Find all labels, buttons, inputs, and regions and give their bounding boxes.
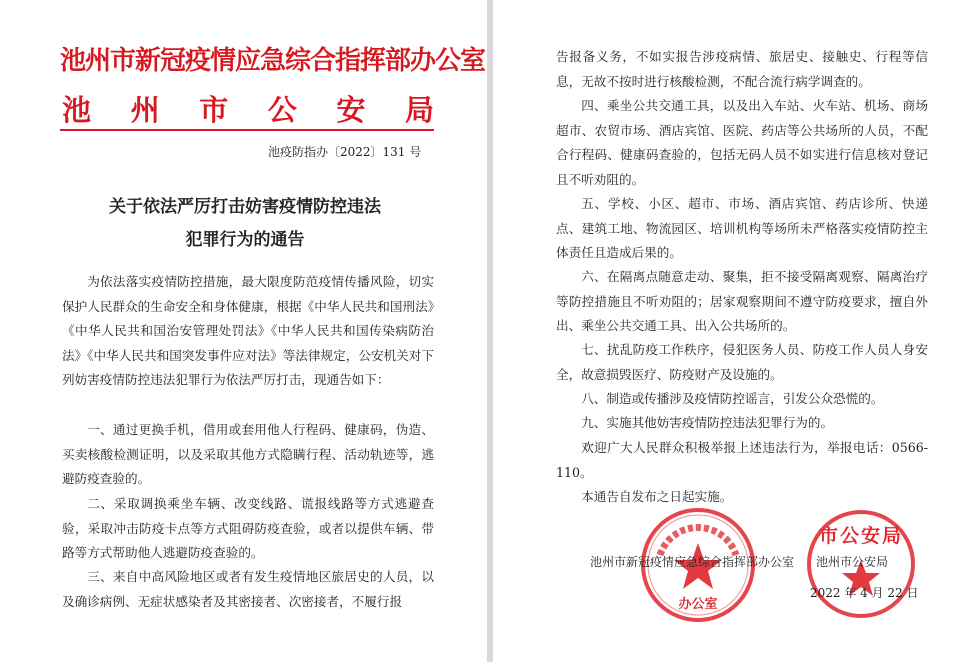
clause-5: 五、学校、小区、超市、市场、酒店宾馆、药店诊所、快递点、建筑工地、物流园区、培训机构等场所未严格落实疫情防控主体责任且造成后果的。 xyxy=(556,196,928,260)
issue-date: 2022 年 4 月 22 日 xyxy=(810,586,919,600)
document-title-line1: 关于依法严厉打击妨害疫情防控违法 xyxy=(109,197,381,217)
clause-2: 二、采取调换乘坐车辆、改变线路、谎报线路等方式逃避查验，采取冲击防疫卡点等方式阻碍防疫查验，或者以提供车辆、带路等方式帮助他人逃避防疫查验的。 xyxy=(62,496,434,560)
issuing-org-line2 xyxy=(62,88,434,129)
clause-7: 七、扰乱防疫工作秩序，侵犯医务人员、防疫工作人员人身安全，故意损毁医疗、防疫财产及设施的。 xyxy=(556,342,928,382)
clause-8: 八、制造或传播涉及疫情防控谣言，引发公众恐慌的。 xyxy=(581,391,884,406)
document-title-line2: 犯罪行为的通告 xyxy=(185,230,305,250)
org-line2-char: 公 xyxy=(267,93,297,127)
report-hotline: 欢迎广大人民群众积极举报上述违法行为，举报电话：0566-110。 xyxy=(556,440,928,480)
clause-3-part1: 三、来自中高风险地区或者有发生疫情地区旅居史的人员，以及确诊病例、无症状感染者及其密接者、次密接者，不履行报 xyxy=(62,569,434,609)
clause-3-part2: 告报备义务，不如实报告涉疫病情、旅居史、接触史、行程等信息，无故不按时进行核酸检测，不配合流行病学调查的。 xyxy=(556,49,928,89)
clause-9: 九、实施其他妨害疫情防控违法犯罪行为的。 xyxy=(581,415,834,430)
signatory-org-1: 池州市新冠疫情应急综合指挥部办公室 xyxy=(590,555,795,569)
org-line2-char: 局 xyxy=(404,93,434,127)
clause-4: 四、乘坐公共交通工具，以及出入车站、火车站、机场、商场超市、农贸市场、酒店宾馆、医院、药店等公共场所的人员，不配合行程码、健康码查验的，包括无码人员不如实进行信息核对登记且不听劝阻的。 xyxy=(556,98,928,187)
clause-6: 六、在隔离点随意走动、聚集，拒不接受隔离观察、隔离治疗等防控措施且不听劝阻的；居家观察期间不遵守防疫要求，擅自外出、乘坐公共交通工具、出入公共场所的。 xyxy=(556,269,928,333)
signatory-org-2: 池州市公安局 xyxy=(816,555,889,569)
org-line2-char: 市 xyxy=(199,93,229,127)
document-number: 池疫防指办〔2022〕131 号 xyxy=(268,145,422,159)
org-line2-char: 州 xyxy=(130,93,160,127)
seal-office-text: 办公室 xyxy=(678,597,718,612)
org-line2-char: 池 xyxy=(62,93,92,127)
intro-paragraph: 为依法落实疫情防控措施，最大限度防范疫情传播风险，切实保护人民群众的生命安全和身体健康，根据《中华人民共和国刑法》《中华人民共和国治安管理处罚法》《中华人民共和国传染病防治法》《中华人民共和国突发事件应对法》等法律规定，公安机关对下列妨害疫情防控违法犯罪行为依法严厉打击，现通告如下： xyxy=(62,274,434,387)
issuing-org-line1: 池州市新冠疫情应急综合指挥部办公室 xyxy=(60,46,486,76)
seal-police-text: 市公安局 xyxy=(818,525,904,547)
org-line2-char: 安 xyxy=(336,93,366,127)
effective-statement: 本通告自发布之日起实施。 xyxy=(581,489,733,504)
clause-1: 一、通过更换手机，借用或套用他人行程码、健康码，伪造、买卖核酸检测证明，以及采取其他方式隐瞒行程、活动轨迹等，逃避防疫查验的。 xyxy=(62,422,434,486)
header-red-rule xyxy=(60,129,434,131)
